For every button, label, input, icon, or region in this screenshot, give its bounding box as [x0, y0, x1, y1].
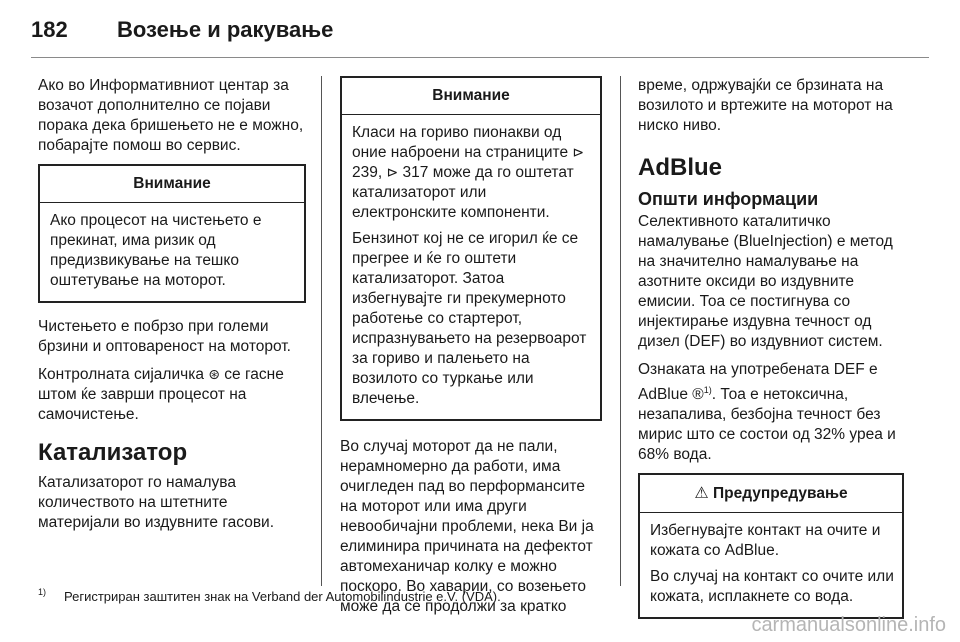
caution-text: Класи на гориво пионакви од оние наброени на страниците	[352, 124, 569, 161]
caution-body	[40, 203, 304, 301]
caution-title: Внимание	[40, 166, 304, 203]
paragraph-text: Ознаката на употребената DEF е AdBlue ®	[638, 361, 878, 404]
section-text: Катализаторот го намалува количеството на штетните материјали во издувните гасови.	[38, 474, 275, 531]
paragraph: Во случај моторот да не пали, нерамномерно да работи, има очигледен пад во перформансите на моторот или има други невообичајни проблеми, нека Ви ја елиминира причината на дефектот автомеханичар колку е можно поскоро. Во хаварии, со возењето може да се продолжи за кратко	[340, 438, 594, 615]
page-reference[interactable]: 239	[352, 164, 378, 181]
section-title: Катализатор	[38, 439, 188, 466]
page-title: Возење и ракување	[117, 17, 334, 42]
warning-text: Избегнувајте контакт на очите и кожата со AdBlue.	[650, 522, 881, 560]
page-number: 182	[31, 17, 68, 42]
warning-title: Предупредување	[713, 485, 848, 503]
caution-box-2	[340, 76, 602, 421]
column-divider-2	[620, 76, 621, 586]
caution-title: Внимание	[342, 78, 600, 115]
reference-arrow-icon: ⊳	[572, 145, 585, 161]
paragraph: Чистењето е побрзо при големи брзини и оптовареност на моторот.	[38, 318, 291, 355]
caution-paragraph: Бензинот кој не се игорил ќе се прегрее и ќе го оштети катализаторот. Затоа избегнувајте ги прекумерното работење со стартерот, испразнувањето на резервоарот за гориво и палењето на возилото со туркање или влечење.	[352, 230, 587, 407]
caution-paragraph	[352, 123, 592, 223]
footnote-ref: 1)	[703, 385, 712, 395]
intro-paragraph: Ако во Информативниот центар за возачот дополнително се појави порака дека бришењето не е можно, побарајте помош во сервис.	[38, 77, 304, 154]
paragraph-text: Контролната сијаличка	[38, 366, 204, 383]
page-header	[0, 0, 960, 58]
footnote-text: Регистриран заштитен знак на Verband der Automobilindustrie e.V. (VDA).	[64, 589, 501, 604]
page-reference[interactable]: 317	[402, 164, 429, 181]
section-title: AdBlue	[638, 154, 722, 181]
column-3	[638, 76, 904, 627]
column-2	[340, 76, 602, 625]
warning-text: Во случај на контакт со очите или кожата, исплакнете со вода.	[650, 568, 894, 606]
header-rule	[31, 57, 929, 58]
warning-header	[640, 475, 902, 513]
footnote-mark: 1)	[38, 587, 47, 597]
indicator-lamp-icon: ⊛	[208, 367, 220, 383]
paragraph-text: се гасне штом ќе заврши процесот на самочистење.	[38, 366, 284, 423]
paragraph-text: . Тоа е нетоксична, незапалива, безбојна течност без мирис што се состои од 32% уреа и 68% вода.	[638, 386, 896, 464]
paragraph	[638, 360, 904, 465]
warning-triangle-icon: ⚠	[694, 483, 709, 503]
caution-body	[342, 115, 600, 419]
separator: ,	[377, 164, 383, 181]
column-divider-1	[321, 76, 322, 586]
paragraph: Селективното каталитичко намалување (BlueInjection) е метод на значително намалување на азотните оксиди во издувните емисии. Тоа се постигнува со инјектирање издувна течност од дизел (DEF) во издувниот систем.	[638, 213, 893, 350]
caution-text: Ако процесот на чистењето е прекинат, има ризик од предизвикување на тешко оштетување на моторот.	[50, 212, 262, 289]
watermark: carmanualsonline.info	[751, 614, 946, 636]
paragraph: време, одржувајќи се брзината на возилото и вртежите на моторот на ниско ниво.	[638, 77, 893, 134]
footnote	[38, 589, 918, 604]
reference-arrow-icon: ⊳	[386, 165, 399, 181]
caution-box-1	[38, 164, 306, 303]
caution-text: може да го оштетат катализаторот или електронските компоненти.	[352, 164, 574, 221]
column-1	[38, 76, 306, 541]
subsection-title: Општи информации	[638, 189, 819, 209]
paragraph	[38, 365, 306, 425]
